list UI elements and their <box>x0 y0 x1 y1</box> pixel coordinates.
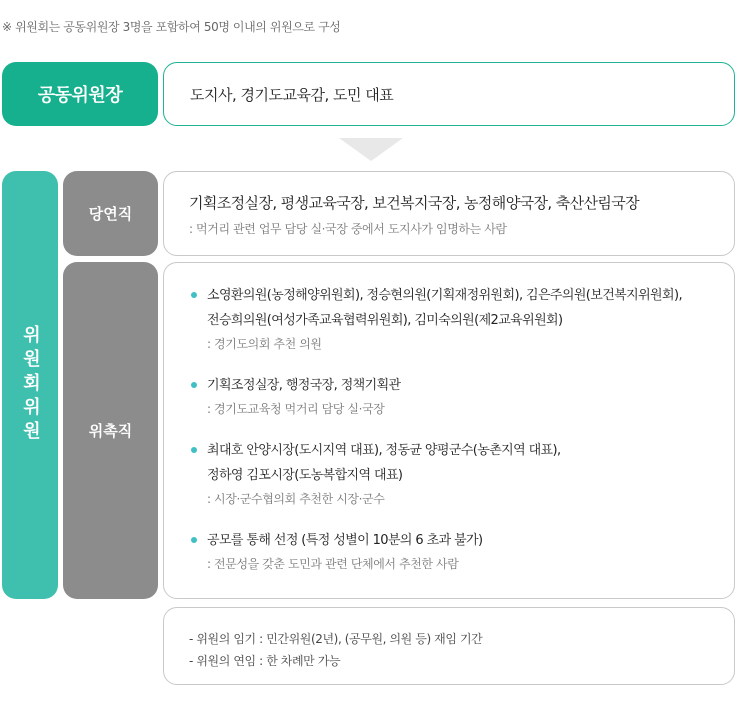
item-line: 최대호 안양시장(도시지역 대표), 정동균 양평군수(농촌지역 대표), <box>207 443 561 458</box>
bullet-icon <box>191 537 197 543</box>
bullet-icon <box>191 382 197 388</box>
composition-note: ※ 위원회는 공동위원장 3명을 포함하여 50명 이내의 위원으로 구성 <box>2 20 341 34</box>
cochair-members-box <box>163 62 735 126</box>
item-line: 전승희의원(여성가족교육협력위원회), 김미숙의원(제2교육위원회) <box>207 313 563 328</box>
cochair-label: 공동위원장 <box>2 62 158 126</box>
item-line: 정하영 김포시장(도농복합지역 대표) <box>207 468 403 483</box>
list-item <box>194 438 561 510</box>
ex-officio-label: 당연직 <box>63 171 158 256</box>
term-info-box <box>163 607 735 685</box>
bullet-icon <box>191 447 197 453</box>
appointed-label: 위촉직 <box>63 262 158 599</box>
item-line: 기획조정실장, 행정국장, 정책기획관 <box>207 378 401 393</box>
term-note: - 위원의 임기 : 민간위원(2년), (공무원, 의원 등) 재임 기간 <box>189 632 483 646</box>
item-note: : 경기도의회 추천 의원 <box>207 337 322 351</box>
item-line: 공모를 통해 선정 (특정 성별이 10분의 6 초과 불가) <box>207 533 483 548</box>
ex-officio-box <box>163 171 735 256</box>
list-item <box>194 373 401 420</box>
item-note: : 시장·군수협의회 추천한 시장·군수 <box>207 492 385 506</box>
item-note: : 전문성을 갖춘 도민과 관련 단체에서 추천한 사람 <box>207 557 459 571</box>
committee-members-label: 위원회위원 <box>2 171 58 599</box>
list-item <box>194 528 482 575</box>
ex-officio-note: : 먹거리 관련 업무 담당 실·국장 중에서 도지사가 임명하는 사람 <box>189 222 507 236</box>
appointed-box <box>163 262 735 599</box>
down-arrow-icon <box>339 138 403 161</box>
list-item <box>194 283 682 355</box>
reappointment-note: - 위원의 연임 : 한 차례만 가능 <box>189 654 341 668</box>
item-line: 소영환의원(농정해양위원회), 정승현의원(기획재정위원회), 김은주의원(보건복지위원회), <box>207 288 682 303</box>
cochair-members: 도지사, 경기도교육감, 도민 대표 <box>190 85 394 104</box>
item-note: : 경기도교육청 먹거리 담당 실·국장 <box>207 402 385 416</box>
bullet-icon <box>191 292 197 298</box>
ex-officio-members: 기획조정실장, 평생교육국장, 보건복지국장, 농정해양국장, 축산산림국장 <box>189 194 640 212</box>
